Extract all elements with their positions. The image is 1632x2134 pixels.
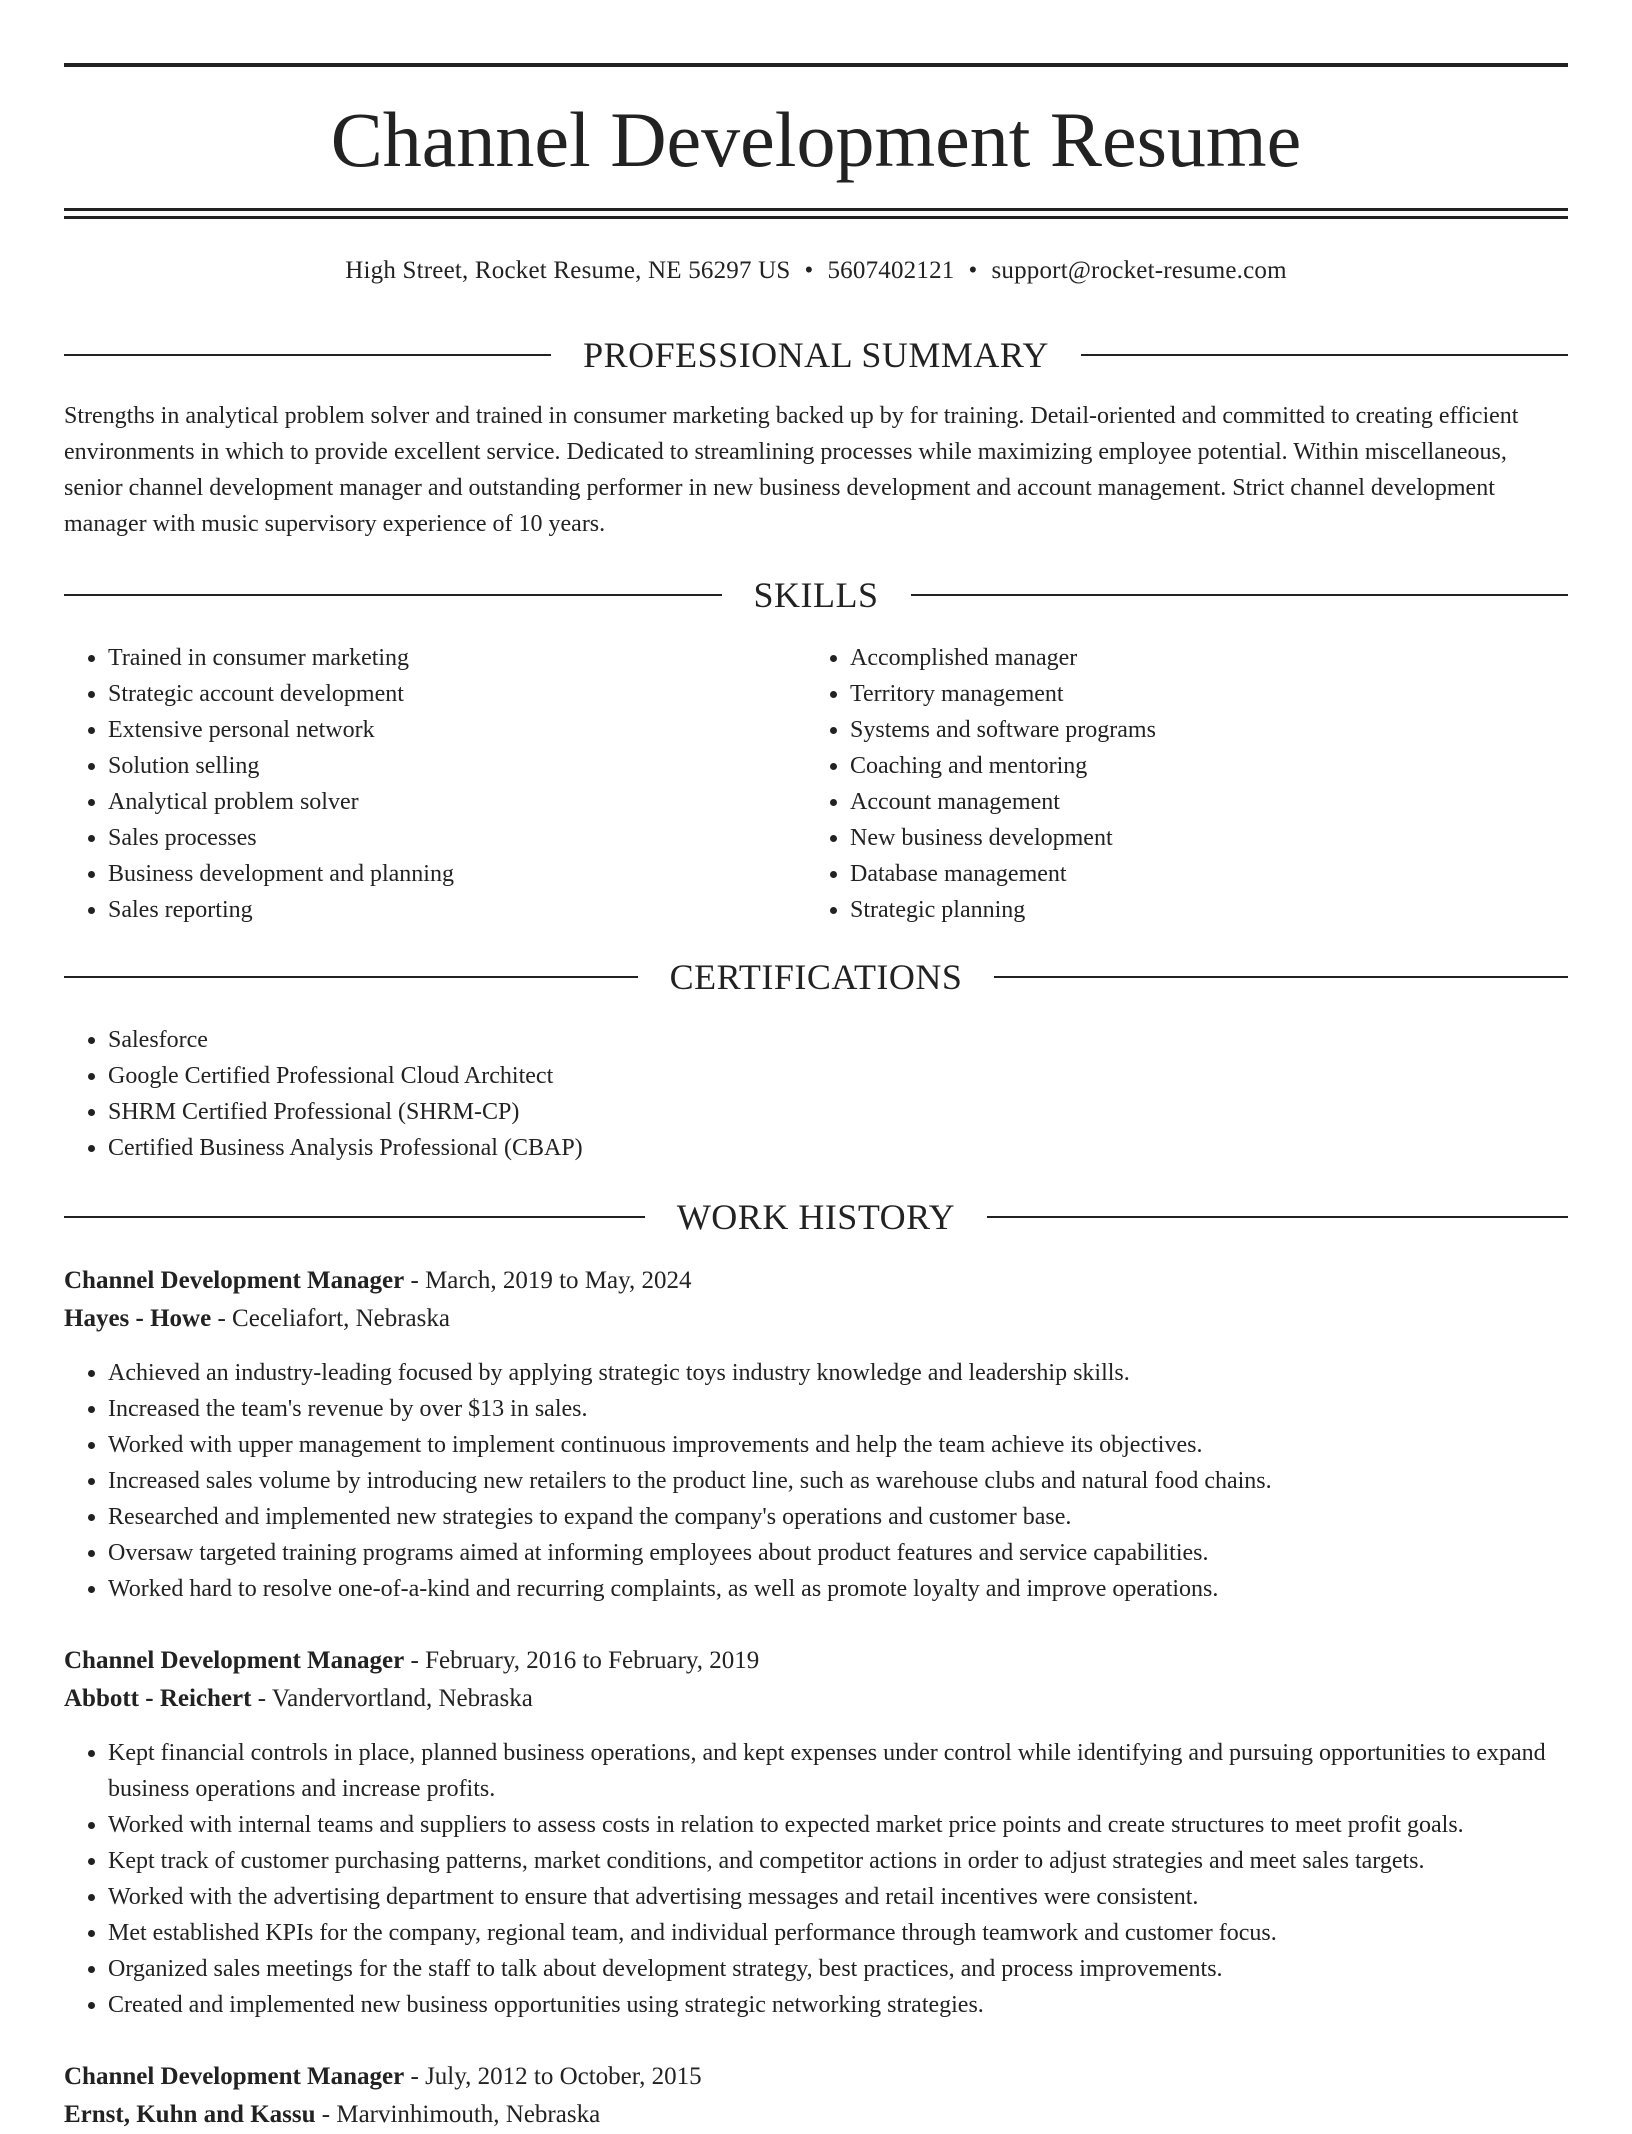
skill-item: • New business development — [850, 820, 1550, 856]
divider — [987, 1216, 1568, 1218]
job-bullets — [64, 1355, 1568, 1607]
job-company-line — [64, 1300, 1568, 1338]
top-rule — [64, 63, 1568, 67]
divider — [64, 594, 722, 596]
job-title-line — [64, 1642, 1568, 1680]
section-heading-label: CERTIFICATIONS — [669, 957, 963, 997]
job-bullets — [64, 1735, 1568, 2023]
skill-item: • Sales reporting — [108, 892, 808, 928]
section-heading-summary — [64, 333, 1568, 377]
divider — [64, 1216, 645, 1218]
contact-line — [64, 256, 1568, 286]
certifications-list — [64, 1022, 1508, 1166]
certification-item: • SHRM Certified Professional (SHRM-CP) — [108, 1094, 1508, 1130]
job-bullet: • Kept track of customer purchasing patterns, market conditions, and competitor actions in order to adjust strategies and meet sales targets. — [108, 1843, 1568, 1879]
skills-list-right — [806, 640, 1550, 928]
skill-item: • Coaching and mentoring — [850, 748, 1550, 784]
skill-item: • Strategic account development — [108, 676, 808, 712]
contact-separator: • — [804, 257, 814, 284]
divider — [994, 976, 1568, 978]
job-bullet: • Worked with the advertising department to ensure that advertising messages and retail incentives were consistent. — [108, 1879, 1568, 1915]
job-dates: - March, 2019 to May, 2024 — [404, 1267, 692, 1294]
job-bullet: • Worked with internal teams and suppliers to assess costs in relation to expected market price points and create structures to meet profit goals. — [108, 1807, 1568, 1843]
divider — [64, 976, 638, 978]
job-company-line — [64, 2096, 1568, 2134]
job-bullet: • Created and implemented new business opportunities using strategic networking strategies. — [108, 1987, 1568, 2023]
job-bullet: • Achieved an industry-leading focused by applying strategic toys industry knowledge and leadership skills. — [108, 1355, 1568, 1391]
contact-address: High Street, Rocket Resume, NE 56297 US — [345, 257, 791, 284]
job-company-line — [64, 1680, 1568, 1718]
job-title-line — [64, 2058, 1568, 2096]
section-heading-skills — [64, 573, 1568, 617]
job-company: Ernst, Kuhn and Kassu — [64, 2101, 316, 2128]
section-heading-certifications — [64, 955, 1568, 999]
summary-paragraph: Strengths in analytical problem solver and trained in consumer marketing backed up by for training. Detail-oriented and committed to creating efficient environments in which to provide excellent service. Dedicated to streamlining processes while maximizing employee potential. Within miscellaneous, senior channel development manager and outstanding performer in new business development and account management. Strict channel development manager with music supervisory experience of 10 years. — [64, 403, 1519, 537]
skill-item: • Sales processes — [108, 820, 808, 856]
job-bullet: • Increased sales volume by introducing new retailers to the product line, such as warehouse clubs and natural food chains. — [108, 1463, 1568, 1499]
job-bullet: • Met established KPIs for the company, regional team, and individual performance through teamwork and customer focus. — [108, 1915, 1568, 1951]
divider — [64, 354, 551, 356]
section-heading-label: PROFESSIONAL SUMMARY — [583, 335, 1049, 375]
contact-separator: • — [968, 257, 978, 284]
contact-phone[interactable]: 5607402121 — [827, 257, 955, 284]
contact-email[interactable]: support@rocket-resume.com — [991, 257, 1287, 284]
section-heading-work-history — [64, 1195, 1568, 1239]
job-bullet: • Worked with upper management to implement continuous improvements and help the team achieve its objectives. — [108, 1427, 1568, 1463]
section-heading-label: WORK HISTORY — [676, 1197, 956, 1237]
job-location: - Ceceliafort, Nebraska — [211, 1305, 450, 1332]
job-location: - Vandervortland, Nebraska — [251, 1685, 533, 1712]
skill-item: • Systems and software programs — [850, 712, 1550, 748]
divider — [911, 594, 1569, 596]
resume-title: Channel Development Resume — [330, 96, 1302, 183]
job-title: Channel Development Manager — [64, 2063, 405, 2090]
job-company: Hayes - Howe — [64, 1305, 212, 1332]
job-bullet: • Worked hard to resolve one-of-a-kind and recurring complaints, as well as promote loyalty and improve operations. — [108, 1571, 1568, 1607]
job-bullet: • Researched and implemented new strategies to expand the company's operations and customer base. — [108, 1499, 1568, 1535]
certification-item: • Salesforce — [108, 1022, 1508, 1058]
job-dates: - July, 2012 to October, 2015 — [404, 2063, 702, 2090]
job-location: - Marvinhimouth, Nebraska — [315, 2101, 601, 2128]
job-title-line — [64, 1262, 1568, 1300]
title-double-rule — [64, 208, 1568, 219]
job-bullet: • Oversaw targeted training programs aimed at informing employees about product features and service capabilities. — [108, 1535, 1568, 1571]
skill-item: • Solution selling — [108, 748, 808, 784]
skill-item: • Database management — [850, 856, 1550, 892]
skill-item: • Trained in consumer marketing — [108, 640, 808, 676]
skill-item: • Extensive personal network — [108, 712, 808, 748]
skills-list-left — [64, 640, 808, 928]
skill-item: • Account management — [850, 784, 1550, 820]
skill-item: • Strategic planning — [850, 892, 1550, 928]
skill-item: • Territory management — [850, 676, 1550, 712]
job-company: Abbott - Reichert — [64, 1685, 252, 1712]
skill-item: • Analytical problem solver — [108, 784, 808, 820]
certification-item: • Certified Business Analysis Professional (CBAP) — [108, 1130, 1508, 1166]
job-bullet: • Kept financial controls in place, planned business operations, and kept expenses under control while identifying and pursuing opportunities to expand business operations and increase profits. — [108, 1735, 1568, 1807]
skill-item: • Business development and planning — [108, 856, 808, 892]
job-bullet: • Organized sales meetings for the staff to talk about development strategy, best practices, and process improvements. — [108, 1951, 1568, 1987]
job-title: Channel Development Manager — [64, 1267, 405, 1294]
job-title: Channel Development Manager — [64, 1647, 405, 1674]
certification-item: • Google Certified Professional Cloud Architect — [108, 1058, 1508, 1094]
section-heading-label: SKILLS — [753, 575, 879, 615]
divider — [1081, 354, 1568, 356]
job-dates: - February, 2016 to February, 2019 — [404, 1647, 760, 1674]
job-bullet: • Increased the team's revenue by over $13 in sales. — [108, 1391, 1568, 1427]
skill-item: • Accomplished manager — [850, 640, 1550, 676]
